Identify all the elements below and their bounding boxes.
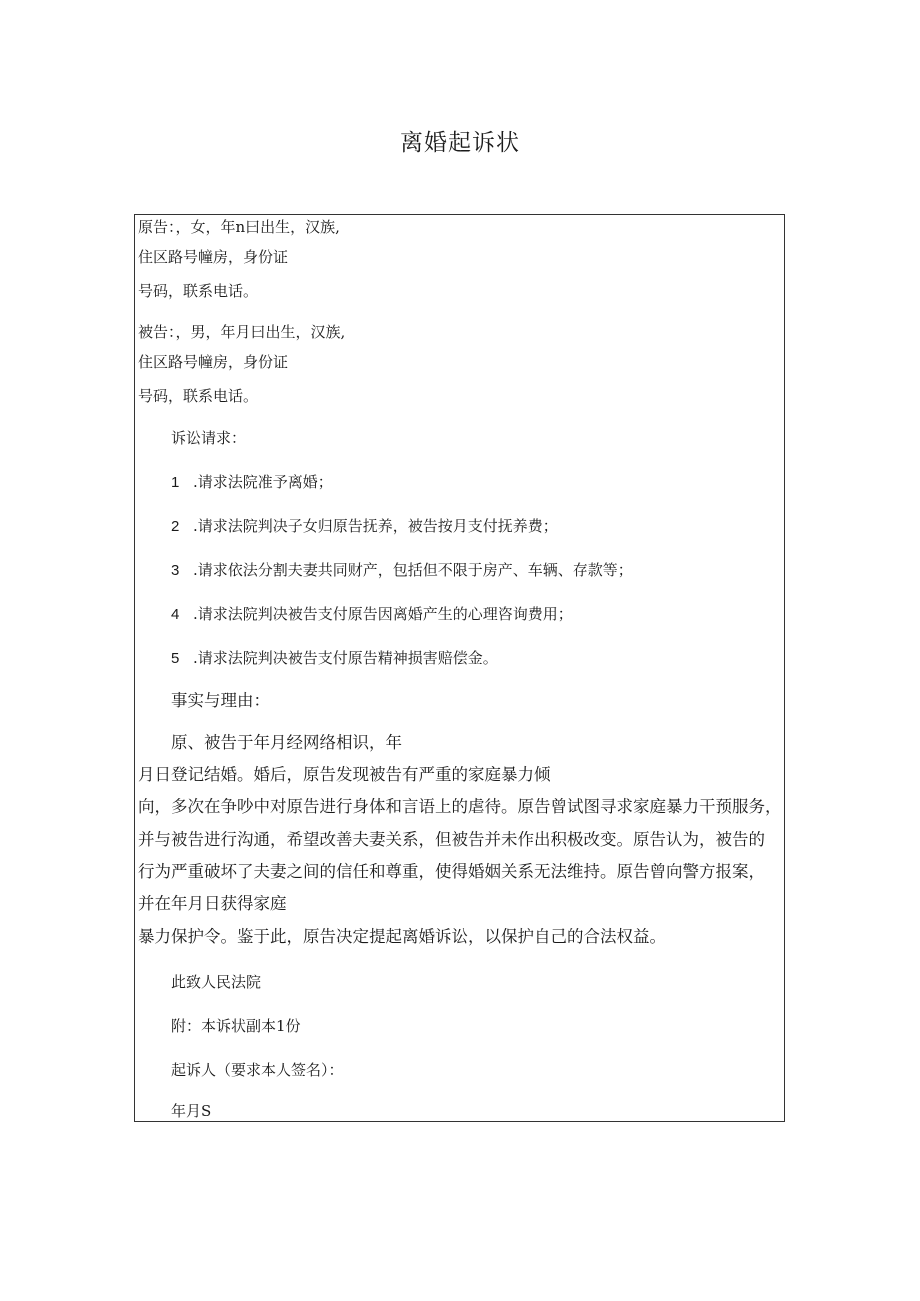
plaintiff-line-3: 号码，联系电话。 bbox=[138, 282, 259, 300]
plaintiff-line-2: 住区路号幢房，身份证 bbox=[138, 248, 289, 266]
document-title: 离婚起诉状 bbox=[400, 130, 520, 156]
claim-item bbox=[171, 472, 333, 493]
facts-heading: 事实与理由： bbox=[171, 691, 270, 710]
claim-text: .请求依法分割夫妻共同财产，包括但不限于房产、车辆、存款等； bbox=[193, 561, 633, 579]
claim-number: 3 bbox=[171, 562, 180, 579]
claim-number: 1 bbox=[171, 474, 180, 491]
facts-line: 向，多次在争吵中对原告进行身体和言语上的虐待。原告曾试图寻求家庭暴力干预服务， bbox=[138, 797, 782, 816]
facts-line: 暴力保护令。鉴于此，原告决定提起离婚诉讼，以保护自己的合法权益。 bbox=[138, 927, 666, 946]
claim-item bbox=[171, 604, 573, 625]
claim-item bbox=[171, 516, 558, 537]
facts-line: 原、被告于年月经网络相识，年 bbox=[171, 733, 402, 752]
claim-text: .请求法院判决被告支付原告因离婚产生的心理咨询费用； bbox=[193, 605, 573, 623]
claim-text: .请求法院判决被告支付原告精神损害赔偿金。 bbox=[193, 649, 498, 667]
defendant-line-3: 号码，联系电话。 bbox=[138, 387, 259, 405]
claim-number: 2 bbox=[171, 518, 180, 535]
claim-number: 4 bbox=[171, 606, 180, 623]
claim-item bbox=[171, 560, 633, 581]
claim-text: .请求法院准予离婚； bbox=[193, 473, 333, 491]
claim-number: 5 bbox=[171, 650, 180, 667]
plaintiff-line-1: 原告：，女，年n曰出生，汉族, bbox=[138, 218, 340, 236]
facts-line: 并在年月日获得家庭 bbox=[138, 894, 287, 913]
facts-line: 月日登记结婚。婚后，原告发现被告有严重的家庭暴力倾 bbox=[138, 765, 551, 784]
defendant-line-2: 住区路号幢房，身份证 bbox=[138, 353, 289, 371]
claims-heading: 诉讼请求： bbox=[171, 429, 247, 447]
claim-item bbox=[171, 648, 498, 669]
defendant-line-1: 被告：，男，年月曰出生，汉族, bbox=[138, 323, 346, 341]
signature-line: 起诉人（要求本人签名）： bbox=[171, 1061, 344, 1079]
court-address: 此致人民法院 bbox=[171, 973, 262, 991]
facts-line: 行为严重破坏了夫妻之间的信任和尊重，使得婚姻关系无法维持。原告曾向警方报案， bbox=[138, 862, 765, 881]
date-line: 年月S bbox=[171, 1102, 212, 1120]
facts-line: 并与被告进行沟通，希望改善夫妻关系，但被告并未作出积极改变。原告认为，被告的 bbox=[138, 830, 765, 849]
claim-text: .请求法院判决子女归原告抚养，被告按月支付抚养费； bbox=[193, 517, 558, 535]
attachment-note: 附：本诉状副本1份 bbox=[171, 1017, 301, 1035]
